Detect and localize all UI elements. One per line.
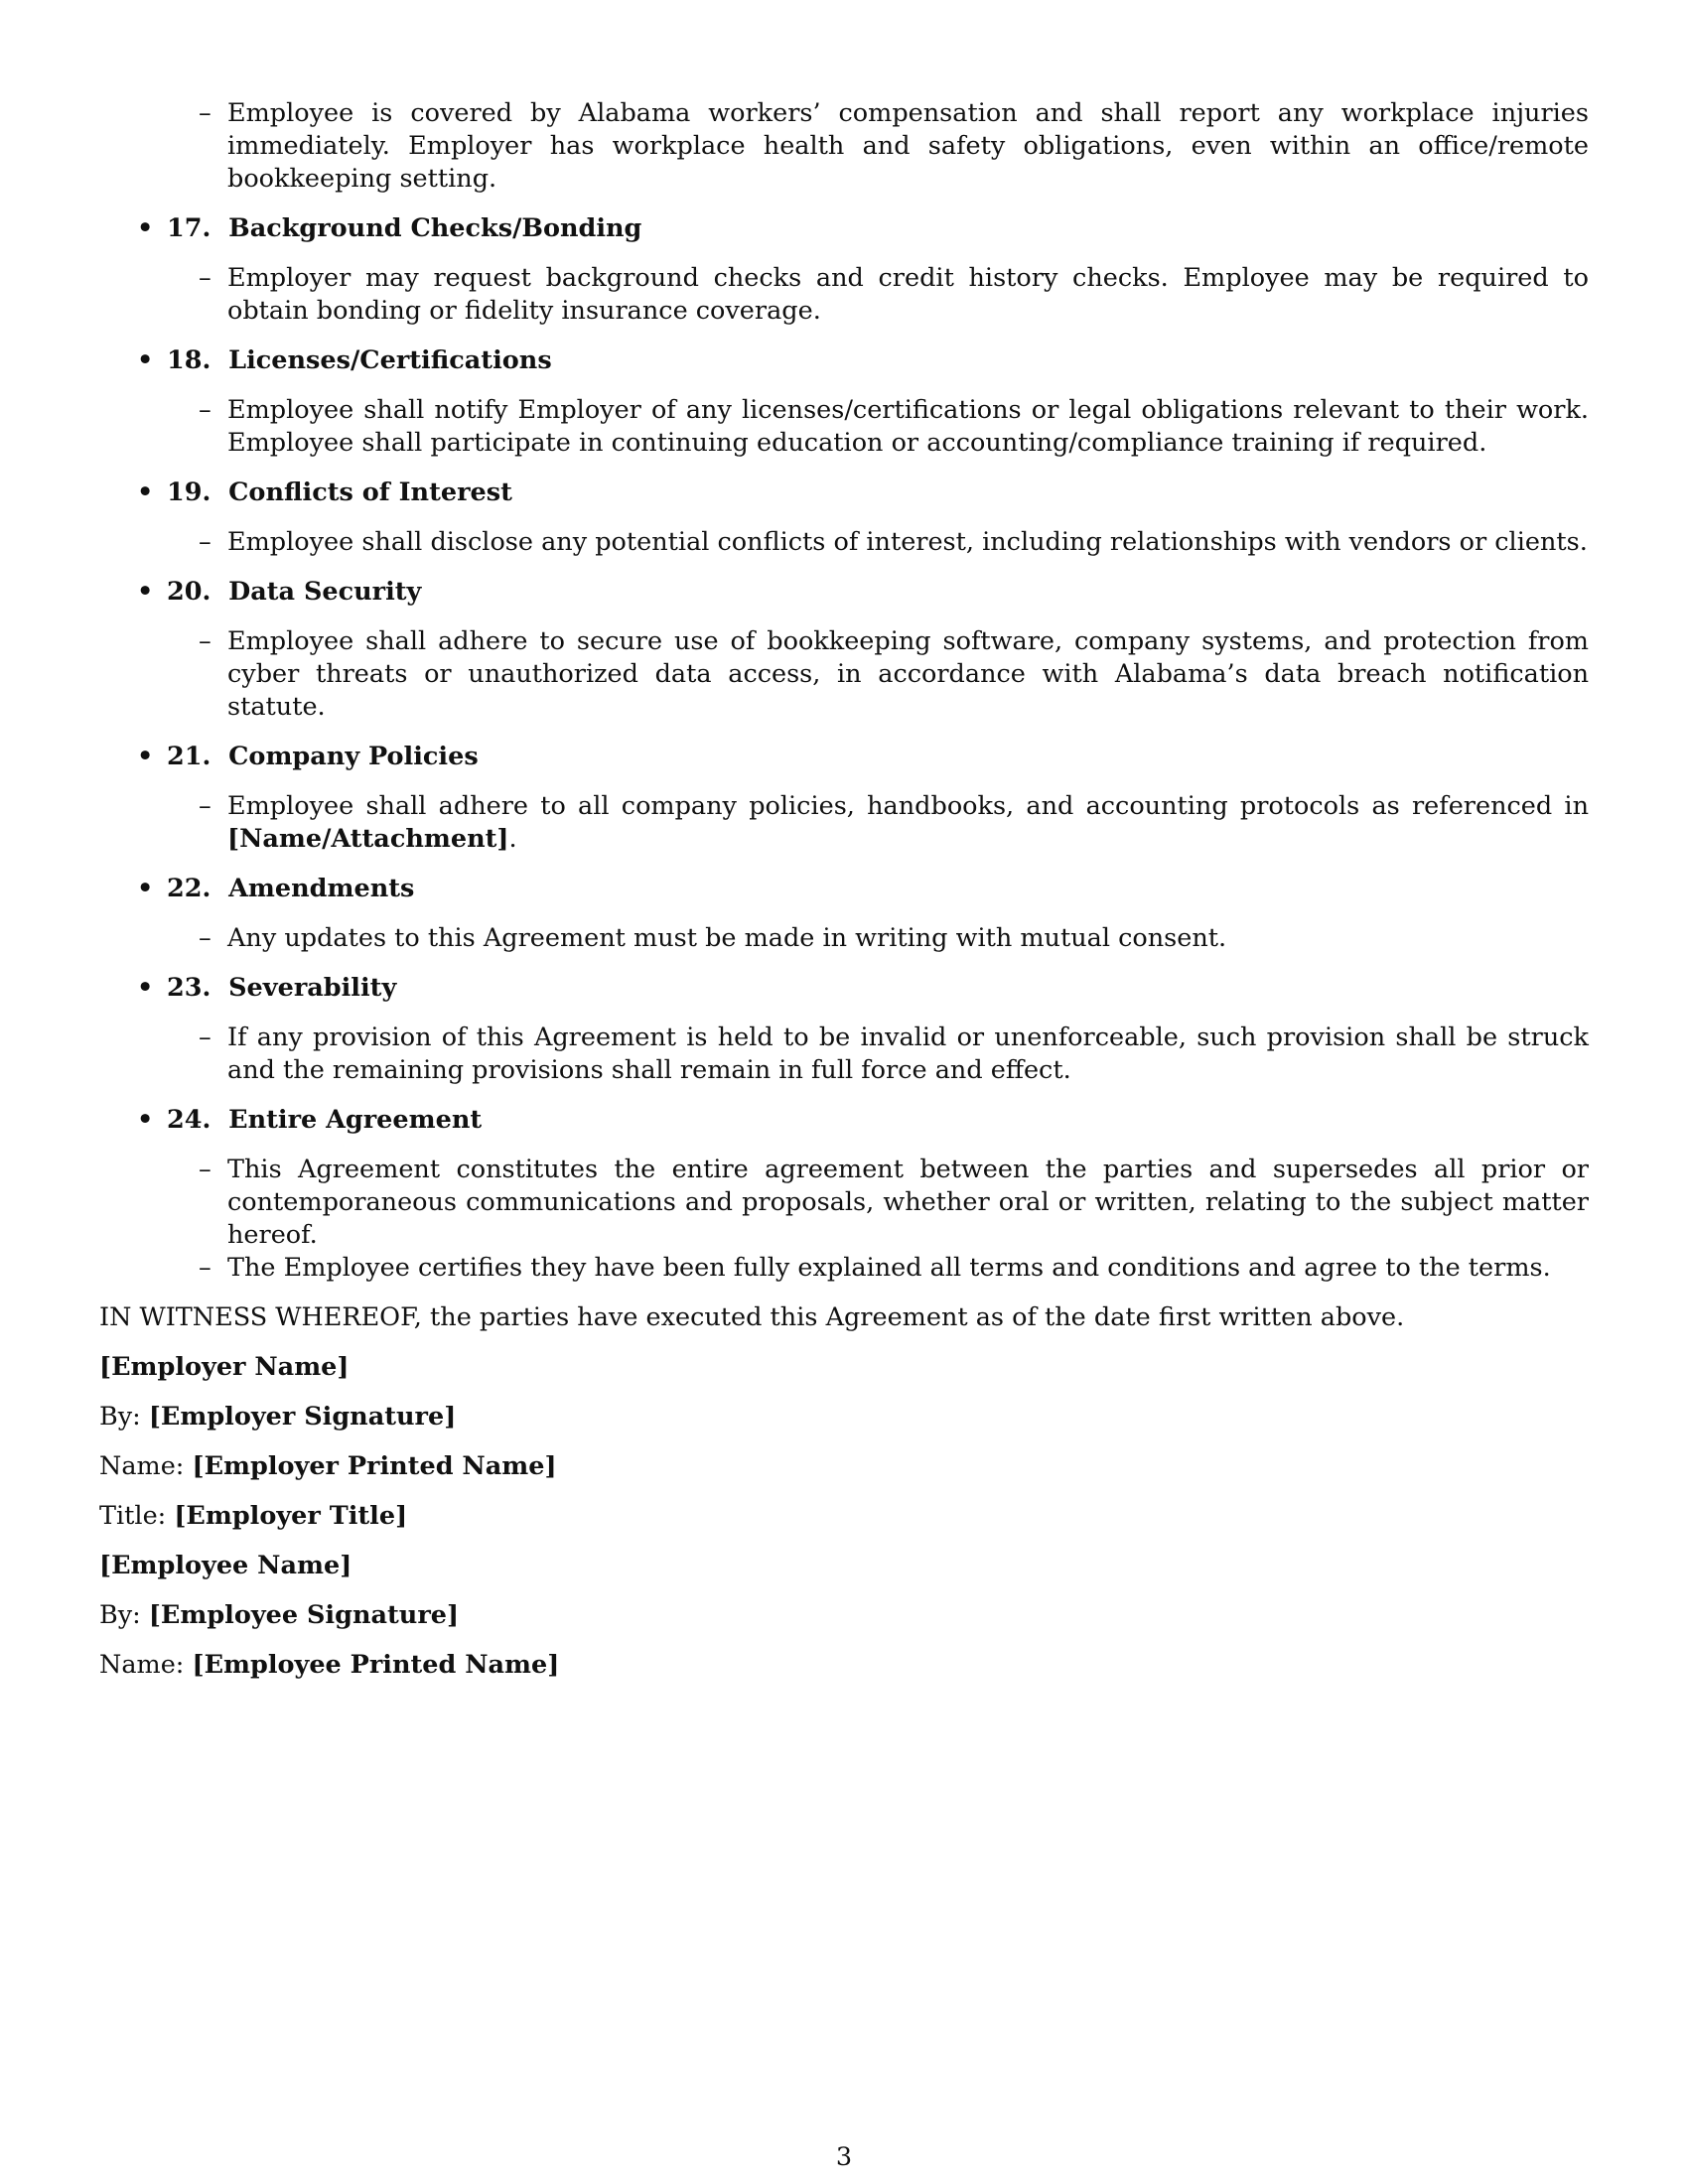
employee-signature-line: [99, 1599, 1589, 1632]
dash-marker: –: [199, 626, 211, 656]
section-heading: [167, 1104, 1589, 1137]
witness-statement: IN WITNESS WHEREOF, the parties have executed this Agreement as of the date first written above.: [99, 1302, 1405, 1332]
dash-marker: –: [199, 395, 211, 425]
clause-item: [167, 262, 1589, 328]
section-17: [99, 212, 1589, 328]
clause-item: [167, 394, 1589, 460]
section-title: Amendments: [228, 874, 415, 903]
section-number: 18.: [167, 345, 211, 375]
section-title: Entire Agreement: [228, 1105, 483, 1135]
section-19: [99, 477, 1589, 559]
dash-marker: –: [199, 791, 211, 821]
clause-text: Employer may request background checks and credit history checks. Employee may be required to obtain bonding or fidelity insurance coverage.: [227, 263, 1589, 326]
dash-marker: –: [199, 1155, 211, 1184]
bullet-marker: •: [137, 478, 154, 507]
employee-signature: [Employee Signature]: [148, 1600, 460, 1630]
dash-marker: –: [199, 923, 211, 953]
section-heading: [167, 576, 1589, 609]
dash-marker: –: [199, 1253, 211, 1283]
section-title: Licenses/Certifications: [228, 345, 552, 375]
section-heading: [167, 477, 1589, 509]
clause-item: [167, 1022, 1589, 1087]
employer-title-line: [99, 1500, 1589, 1533]
clause-item: [167, 790, 1589, 856]
section-number: 17.: [167, 213, 211, 243]
section-heading: [167, 212, 1589, 245]
employer-printed-name-line: [99, 1450, 1589, 1483]
clause-text: Employee shall disclose any potential conflicts of interest, including relationships with vendors or clients.: [227, 527, 1588, 557]
clause-item: [167, 1252, 1589, 1285]
employee-printed-name-line: [99, 1649, 1589, 1682]
clause-text: Employee shall adhere to all company policies, handbooks, and accounting protocols as referenced in: [227, 791, 1589, 821]
clause-item: [167, 97, 1589, 196]
employer-signature-line: [99, 1401, 1589, 1433]
clause-item: [167, 922, 1589, 955]
clause-text: Employee is covered by Alabama workers’ compensation and shall report any workplace injuries immediately. Employer has workplace health and safety obligations, even within an office/remote bookkeeping setting.: [227, 98, 1589, 194]
bullet-marker: •: [137, 345, 154, 375]
section-number: 21.: [167, 742, 211, 771]
clause-text: The Employee certifies they have been fully explained all terms and conditions and agree to the terms.: [227, 1253, 1551, 1283]
dash-marker: –: [199, 263, 211, 293]
section-23: [99, 972, 1589, 1087]
section-title: Company Policies: [228, 742, 479, 771]
employee-name: [Employee Name]: [99, 1551, 352, 1580]
section-heading: [167, 344, 1589, 377]
dash-marker: –: [199, 527, 211, 557]
section-title: Conflicts of Interest: [228, 478, 512, 507]
attachment-placeholder: [Name/Attachment]: [227, 824, 509, 854]
section-heading: [167, 873, 1589, 905]
employer-printed-name: [Employer Printed Name]: [192, 1451, 557, 1481]
section-21: [99, 741, 1589, 856]
clause-text: Employee shall adhere to secure use of bookkeeping software, company systems, and protection from cyber threats or unauthorized data access, in accordance with Alabama’s data breach notification statute.: [227, 626, 1589, 722]
clause-text: Any updates to this Agreement must be made in writing with mutual consent.: [227, 923, 1227, 953]
clause-text: If any provision of this Agreement is held to be invalid or unenforceable, such provision shall be struck and the remaining provisions shall remain in full force and effect.: [227, 1023, 1589, 1085]
section-title: Background Checks/Bonding: [228, 213, 642, 243]
employer-signature: [Employer Signature]: [148, 1402, 457, 1432]
employee-printed-name: [Employee Printed Name]: [192, 1650, 560, 1680]
clause-text: Employee shall notify Employer of any licenses/certifications or legal obligations relevant to their work. Employee shall participate in continuing education or accounting/compliance training if required.: [227, 395, 1589, 458]
section-22: [99, 873, 1589, 955]
bullet-marker: •: [137, 973, 154, 1003]
name-label: Name:: [99, 1451, 185, 1481]
bullet-marker: •: [137, 742, 154, 771]
section-24: [99, 1104, 1589, 1285]
name-label: Name:: [99, 1650, 185, 1680]
by-label: By:: [99, 1600, 141, 1630]
section-title: Data Security: [228, 577, 422, 607]
employer-title: [Employer Title]: [174, 1501, 408, 1531]
employer-name: [Employer Name]: [99, 1352, 350, 1382]
bullet-marker: •: [137, 577, 154, 607]
section-number: 24.: [167, 1105, 211, 1135]
section-heading: [167, 972, 1589, 1005]
section-20: [99, 576, 1589, 724]
dash-marker: –: [199, 98, 211, 128]
bullet-marker: •: [137, 874, 154, 903]
section-16-continuation: [99, 97, 1589, 196]
section-title: Severability: [228, 973, 397, 1003]
clause-text: This Agreement constitutes the entire agreement between the parties and supersedes all prior or contemporaneous communications and proposals, whether oral or written, relating to the subject matter hereof.: [227, 1155, 1589, 1250]
section-number: 19.: [167, 478, 211, 507]
clause-item: [167, 1154, 1589, 1252]
section-number: 20.: [167, 577, 211, 607]
page-number: 3: [835, 2142, 853, 2172]
title-label: Title:: [99, 1501, 167, 1531]
section-number: 23.: [167, 973, 211, 1003]
section-18: [99, 344, 1589, 460]
clause-item: [167, 625, 1589, 724]
clause-end-punctuation: .: [508, 824, 517, 854]
bullet-marker: •: [137, 213, 154, 243]
section-number: 22.: [167, 874, 211, 903]
bullet-marker: •: [137, 1105, 154, 1135]
clause-item: [167, 526, 1589, 559]
document-page: [99, 97, 1589, 1682]
dash-marker: –: [199, 1023, 211, 1052]
section-heading: [167, 741, 1589, 773]
by-label: By:: [99, 1402, 141, 1432]
